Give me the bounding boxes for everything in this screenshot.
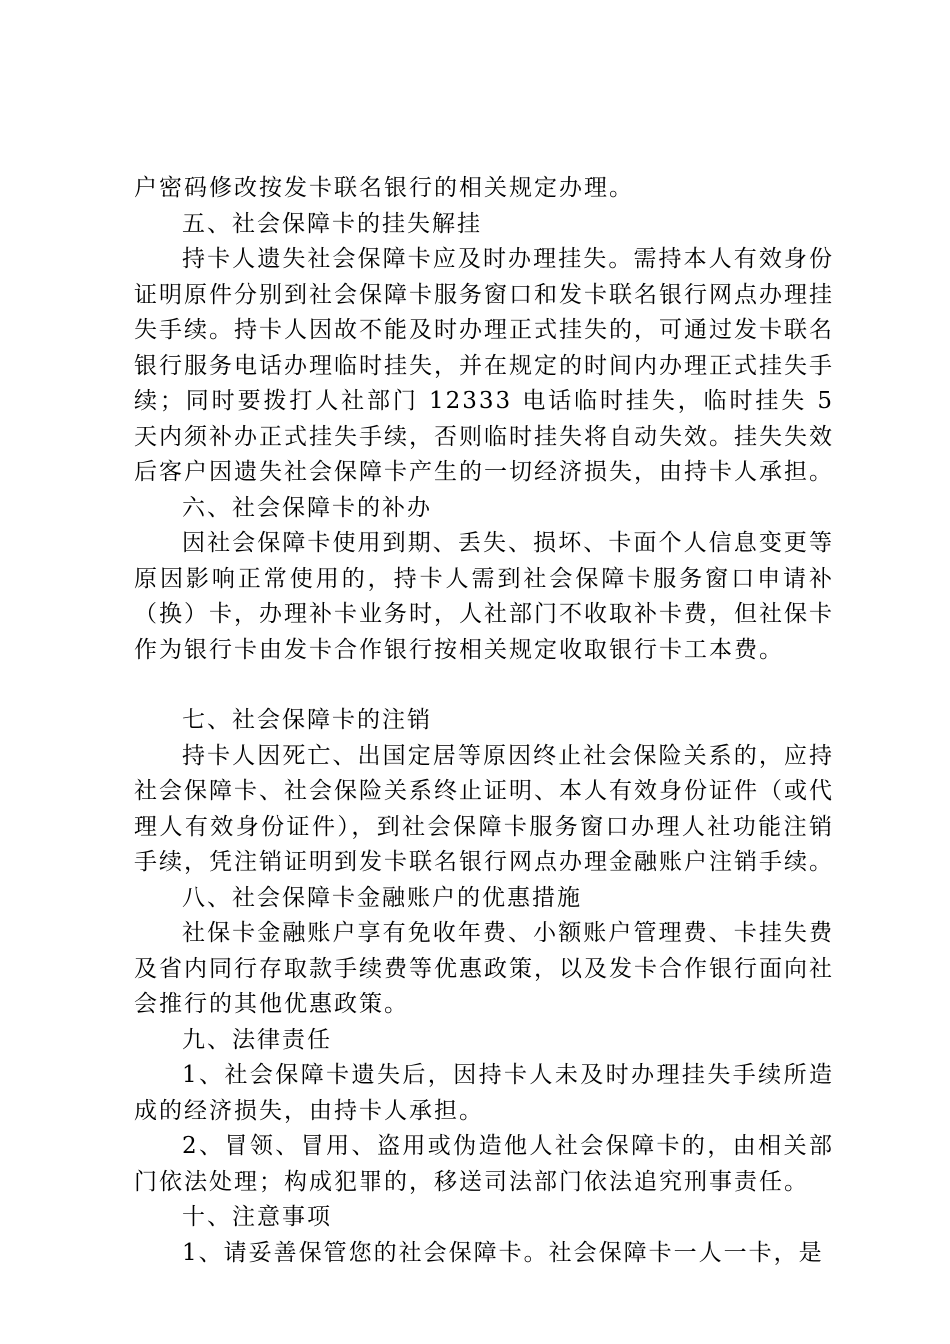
- body-paragraph: 社保卡金融账户享有免收年费、小额账户管理费、卡挂失费及省内同行存取款手续费等优惠政策，以及发卡合作银行面向社会推行的其他优惠政策。: [134, 920, 834, 1017]
- body-paragraph: 持卡人遗失社会保障卡应及时办理挂失。需持本人有效身份证明原件分别到社会保障卡服务窗口和发卡联名银行网点办理挂失手续。持卡人因故不能及时办理正式挂失的，可通过发卡联名银行服务电话办理临时挂失，并在规定的时间内办理正式挂失手续；同时要拨打人社部门 12333 电话临时挂失，临时挂失 5 天内须补办正式挂失手续，否则临时挂失将自动失效。挂失失效后客户因遗失社会保障卡产生的一切经济损失，由持卡人承担。: [134, 246, 834, 485]
- section-heading: 十、注意事项: [182, 1204, 332, 1230]
- section-heading: 五、社会保障卡的挂失解挂: [182, 210, 482, 237]
- body-paragraph: 持卡人因死亡、出国定居等原因终止社会保险关系的，应持社会保障卡、社会保险关系终止证明、本人有效身份证件（或代理人有效身份证件），到社会保障卡服务窗口办理人社功能注销手续，凭注销证明到发卡联名银行网点办理金融账户注销手续。: [134, 742, 834, 875]
- body-paragraph: 1、请妥善保管您的社会保障卡。社会保障卡一人一卡，是: [182, 1239, 824, 1266]
- section-heading: 六、社会保障卡的补办: [182, 494, 432, 521]
- section-heading: 九、法律责任: [182, 1026, 332, 1053]
- body-paragraph: 1、社会保障卡遗失后，因持卡人未及时办理挂失手续所造成的经济损失，由持卡人承担。: [134, 1062, 834, 1124]
- section-heading: 七、社会保障卡的注销: [182, 707, 432, 733]
- paragraph-spacer: [134, 668, 834, 703]
- body-paragraph: 户密码修改按发卡联名银行的相关规定办理。: [134, 175, 634, 201]
- document-page: [134, 171, 834, 1271]
- body-paragraph: 因社会保障卡使用到期、丢失、损坏、卡面个人信息变更等原因影响正常使用的，持卡人需到社会保障卡服务窗口申请补（换）卡，办理补卡业务时，人社部门不收取补卡费，但社保卡作为银行卡由发卡合作银行按相关规定收取银行卡工本费。: [134, 530, 834, 663]
- body-paragraph: 2、冒领、冒用、盗用或伪造他人社会保障卡的，由相关部门依法处理；构成犯罪的，移送司法部门依法追究刑事责任。: [134, 1133, 834, 1195]
- section-heading: 八、社会保障卡金融账户的优惠措施: [182, 884, 582, 911]
